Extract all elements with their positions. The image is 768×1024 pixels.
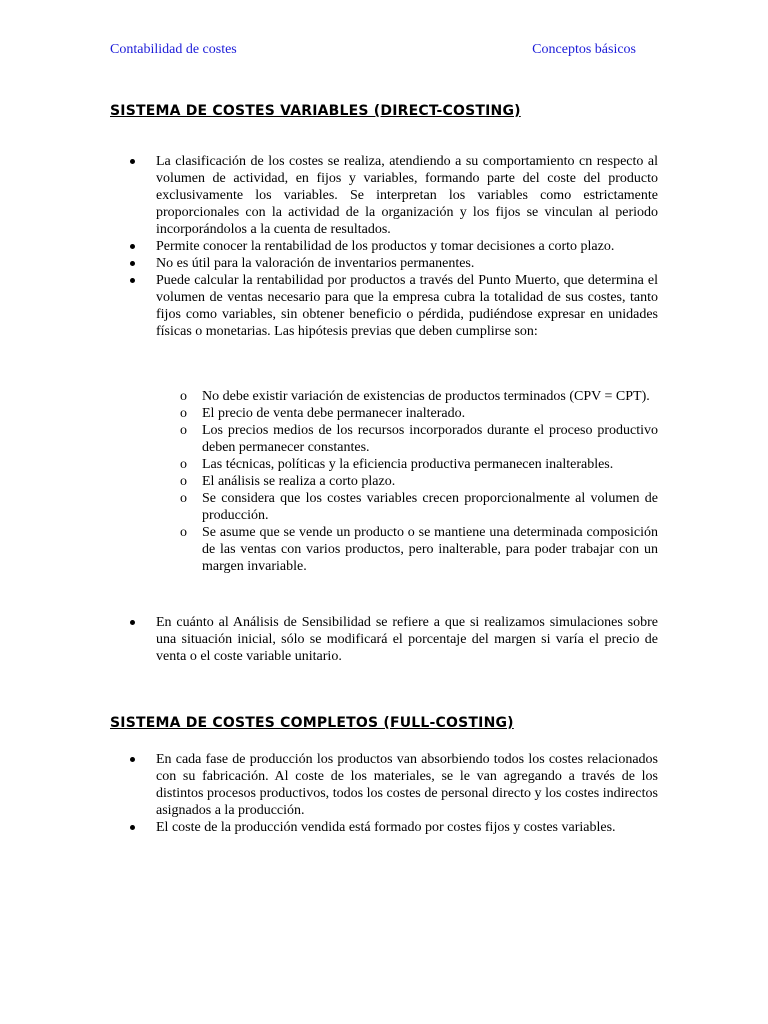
sub-list-item <box>110 473 658 490</box>
bullet-icon <box>130 244 135 249</box>
sub-list-item-text: Se considera que los costes variables crecen proporcionalmente al volumen de producción. <box>202 491 658 523</box>
sub-list-item <box>110 490 658 524</box>
sub-list-item <box>110 456 658 473</box>
list-item <box>110 153 658 238</box>
sub-list-item <box>110 524 658 575</box>
full-costing-bullet-list <box>110 751 658 836</box>
bullet-icon <box>130 159 135 164</box>
sub-list-item <box>110 422 658 456</box>
sub-bullet-marker: o <box>180 491 187 506</box>
list-item <box>110 272 658 340</box>
sub-bullet-marker: o <box>180 525 187 540</box>
sub-bullet-marker: o <box>180 423 187 438</box>
list-item-text: Puede calcular la rentabilidad por productos a través del Punto Muerto, que determina el volumen de ventas necesario para que la empresa cubra la totalidad de sus costes, tanto fijos como variables, sin obtener beneficio o pérdida, pudiéndose expresar en unidades físicas o monetarias. Las hipótesis previas que deben cumplirse son: <box>156 273 658 339</box>
sub-list-item-text: El análisis se realiza a corto plazo. <box>202 474 396 489</box>
bullet-icon <box>130 278 135 283</box>
bullet-icon <box>130 261 135 266</box>
sub-list-item-text: Los precios medios de los recursos incorporados durante el proceso productivo deben permanecer constantes. <box>202 423 658 455</box>
sub-bullet-marker: o <box>180 474 187 489</box>
sub-list-item-text: Se asume que se vende un producto o se mantiene una determinada composición de las ventas con varios productos, pero inalterable, para poder trabajar con un margen invariable. <box>202 525 658 574</box>
section-title-full-costing: SISTEMA DE COSTES COMPLETOS (FULL-COSTING) <box>110 715 514 731</box>
list-item <box>110 255 658 272</box>
header-left-text: Contabilidad de costes <box>110 42 237 57</box>
list-item-text: En cuánto al Análisis de Sensibilidad se refiere a que si realizamos simulaciones sobre una situación inicial, sólo se modificará el porcentaje del margen si varía el precio de venta o el coste variable unitario. <box>156 615 658 664</box>
section-title-direct-costing: SISTEMA DE COSTES VARIABLES (DIRECT-COSTING) <box>110 103 521 119</box>
list-item <box>110 614 658 665</box>
direct-costing-bullet-list <box>110 153 658 340</box>
list-item-text: En cada fase de producción los productos van absorbiendo todos los costes relacionados con su fabricación. Al coste de los materiales, se le van agregando a través de los distintos procesos productivos, todos los costes de personal directo y los costes indirectos asignados a la producción. <box>156 752 658 818</box>
sub-bullet-marker: o <box>180 389 187 404</box>
hypotheses-sub-list <box>110 388 658 575</box>
sensitivity-bullet-list <box>110 614 658 665</box>
list-item-text: El coste de la producción vendida está formado por costes fijos y costes variables. <box>156 820 616 835</box>
list-item <box>110 751 658 819</box>
sub-bullet-marker: o <box>180 406 187 421</box>
list-item <box>110 238 658 255</box>
sub-list-item-text: No debe existir variación de existencias de productos terminados (CPV = CPT). <box>202 389 650 404</box>
bullet-icon <box>130 825 135 830</box>
header-right-text: Conceptos básicos <box>532 42 636 57</box>
list-item <box>110 819 658 836</box>
sub-list-item <box>110 388 658 405</box>
sub-list-item-text: Las técnicas, políticas y la eficiencia productiva permanecen inalterables. <box>202 457 614 472</box>
sub-bullet-marker: o <box>180 457 187 472</box>
list-item-text: La clasificación de los costes se realiza, atendiendo a su comportamiento cn respecto al volumen de actividad, en fijos y variables, formando parte del coste del producto exclusivamente los variables. Se interpretan los variables como estrictamente proporcionales con la actividad de la organización y los fijos se vinculan al periodo incorporándolos a la cuenta de resultados. <box>156 154 658 237</box>
list-item-text: Permite conocer la rentabilidad de los productos y tomar decisiones a corto plazo. <box>156 239 615 254</box>
list-item-text: No es útil para la valoración de inventarios permanentes. <box>156 256 475 271</box>
sub-list-item-text: El precio de venta debe permanecer inalterado. <box>202 406 466 421</box>
page-header <box>110 42 636 62</box>
sub-list-item <box>110 405 658 422</box>
bullet-icon <box>130 620 135 625</box>
bullet-icon <box>130 757 135 762</box>
